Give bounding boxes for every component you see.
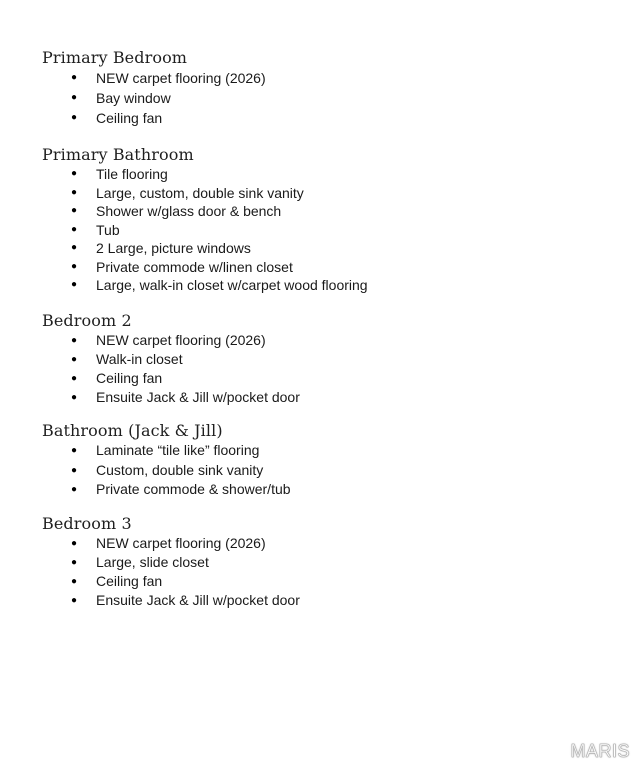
list-item-text: Tub: [96, 221, 120, 238]
list-item-text: Ceiling fan: [96, 110, 163, 126]
list-item-text: Large, custom, double sink vanity: [96, 184, 304, 201]
bullet-icon: ●: [71, 242, 78, 253]
section-title: Bedroom 3: [42, 514, 132, 533]
section-title: Bedroom 2: [42, 311, 132, 330]
bullet-icon: ●: [71, 279, 78, 290]
list-item-text: Ceiling fan: [96, 573, 163, 589]
list-item: [42, 388, 300, 407]
list-item-text: NEW carpet flooring (2026): [96, 535, 266, 551]
feature-list: [42, 331, 300, 407]
bullet-icon: ●: [71, 445, 78, 456]
list-item-text: Custom, double sink vanity: [96, 461, 264, 478]
list-item-text: Large, slide closet: [96, 554, 209, 570]
list-item: [42, 331, 300, 350]
section-primary-bedroom: [42, 48, 266, 128]
list-item-text: Laminate “tile like” flooring: [96, 442, 260, 458]
section-bedroom-3: [42, 514, 300, 610]
bullet-icon: ●: [71, 484, 78, 495]
list-item: [42, 202, 368, 221]
bullet-icon: ●: [71, 464, 78, 476]
list-item: [42, 108, 266, 128]
bullet-icon: ●: [71, 223, 78, 235]
section-title: Primary Bathroom: [42, 145, 194, 164]
bullet-icon: ●: [71, 186, 78, 198]
watermark-logo: MARIS: [570, 741, 630, 761]
bullet-icon: ●: [71, 576, 78, 587]
bullet-icon: ●: [71, 373, 78, 384]
section-bathroom-jack-jill: [42, 421, 291, 500]
list-item-text: Shower w/glass door & bench: [96, 203, 282, 219]
list-item: [42, 165, 368, 184]
bullet-icon: ●: [71, 72, 78, 83]
list-item: [42, 239, 368, 258]
list-item-text: NEW carpet flooring (2026): [96, 70, 266, 86]
list-item-text: Ensuite Jack & Jill w/pocket door: [96, 389, 300, 405]
list-item: [42, 591, 300, 610]
list-item: [42, 276, 368, 295]
list-item-text: Ensuite Jack & Jill w/pocket door: [96, 592, 300, 608]
list-item: [42, 68, 266, 88]
list-item: [42, 534, 300, 553]
bullet-icon: ●: [71, 335, 78, 346]
list-item: [42, 441, 291, 461]
list-item: [42, 88, 266, 108]
list-item-text: Large, walk-in closet w/carpet wood flooring: [96, 277, 368, 293]
feature-list: [42, 68, 266, 128]
list-item-text: Walk-in closet: [96, 351, 183, 367]
feature-list: [42, 165, 368, 295]
list-item: [42, 258, 368, 277]
section-bedroom-2: [42, 311, 300, 407]
list-item: [42, 350, 300, 369]
bullet-icon: ●: [71, 112, 78, 123]
list-item: [42, 461, 291, 481]
bullet-icon: ●: [71, 168, 78, 179]
bullet-icon: ●: [71, 557, 78, 568]
bullet-icon: ●: [71, 354, 78, 365]
section-primary-bathroom: [42, 145, 368, 295]
list-item-text: 2 Large, picture windows: [96, 240, 251, 256]
list-item: [42, 369, 300, 388]
section-title: Primary Bedroom: [42, 48, 188, 67]
section-title: Bathroom (Jack & Jill): [42, 421, 223, 440]
bullet-icon: ●: [71, 205, 78, 216]
list-item-text: Tile flooring: [96, 166, 168, 182]
list-item: [42, 480, 291, 500]
bullet-icon: ●: [71, 92, 78, 103]
list-item: [42, 553, 300, 572]
list-item: [42, 184, 368, 203]
list-item-text: Bay window: [96, 90, 171, 106]
list-item-text: NEW carpet flooring (2026): [96, 332, 266, 348]
bullet-icon: ●: [71, 538, 78, 549]
list-item: [42, 572, 300, 591]
feature-list: [42, 534, 300, 610]
bullet-icon: ●: [71, 260, 78, 272]
list-item-text: Private commode & shower/tub: [96, 481, 291, 497]
list-item-text: Private commode w/linen closet: [96, 258, 293, 275]
bullet-icon: ●: [71, 392, 78, 403]
list-item: [42, 221, 368, 240]
list-item-text: Ceiling fan: [96, 370, 163, 386]
feature-list: [42, 441, 291, 500]
bullet-icon: ●: [71, 595, 78, 606]
